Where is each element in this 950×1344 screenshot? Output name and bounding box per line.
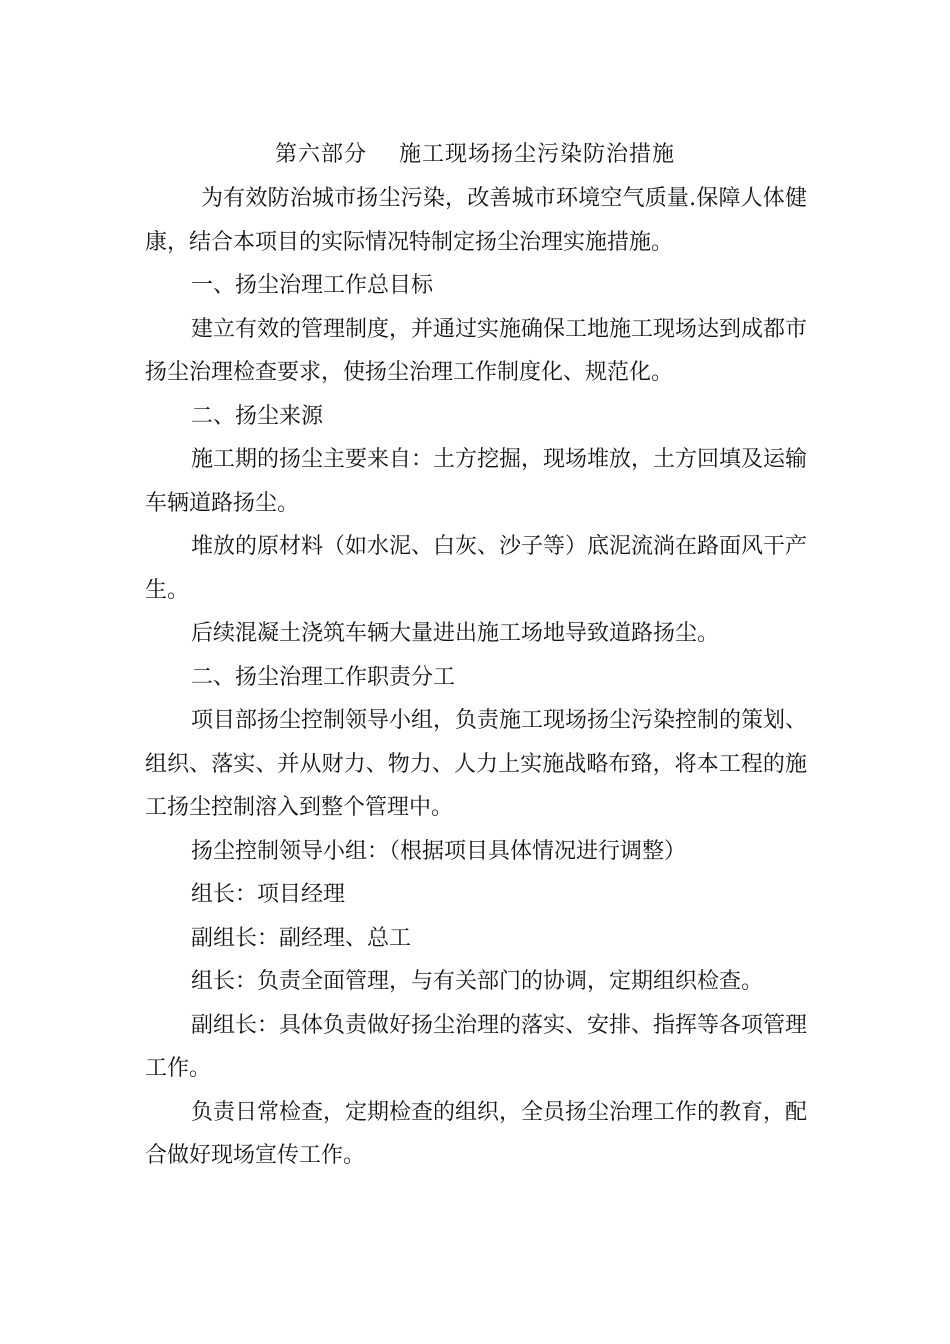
- source-paragraph: 施工期的扬尘主要来自：土方挖掘，现场堆放，土方回填及运输车辆道路扬尘。: [145, 447, 808, 516]
- document-title: 第六部分 施工现场扬尘污染防治措施: [275, 142, 675, 167]
- document-body: [145, 177, 807, 1178]
- source-paragraph: 堆放的原材料（如水泥、白灰、沙子等）底泥流淌在路面风干产生。: [145, 534, 808, 603]
- goal-paragraph: 建立有效的管理制度，并通过实施确保工地施工现场达到成都市扬尘治理检查要求，使扬尘治理工作制度化、规范化。: [145, 316, 808, 385]
- section-heading-goal: 一、扬尘治理工作总目标: [191, 273, 434, 298]
- responsibility-paragraph: 副组长：副经理、总工: [191, 925, 412, 951]
- responsibility-paragraph: 项目部扬尘控制领导小组，负责施工现场扬尘污染控制的策划、组织、落实、并从财力、物力、人力上实施战略布臵，将本工程的施工扬尘控制溶入到整个管理中。: [145, 708, 808, 820]
- responsibility-paragraph: 组长：项目经理: [191, 882, 346, 907]
- responsibility-paragraph: 副组长：具体负责做好扬尘治理的落实、安排、指挥等各项管理工作。: [145, 1012, 808, 1081]
- intro-paragraph: 为有效防治城市扬尘污染，改善城市环境空气质量.保障人体健康，结合本项目的实际情况特制定扬尘治理实施措施。: [145, 186, 807, 255]
- section-heading-responsibilities: 二、扬尘治理工作职责分工: [191, 664, 456, 690]
- responsibility-paragraph: 负责日常检查，定期检查的组织，全员扬尘治理工作的教育，配合做好现场宣传工作。: [145, 1099, 808, 1168]
- responsibility-paragraph: 扬尘控制领导小组：（根据项目具体情况进行调整）: [191, 838, 687, 864]
- source-paragraph: 后续混凝土浇筑车辆大量进出施工场地导致道路扬尘。: [191, 621, 720, 646]
- section-heading-sources: 二、扬尘来源: [191, 403, 324, 429]
- responsibility-paragraph: 组长：负责全面管理，与有关部门的协调，定期组织检查。: [191, 969, 764, 994]
